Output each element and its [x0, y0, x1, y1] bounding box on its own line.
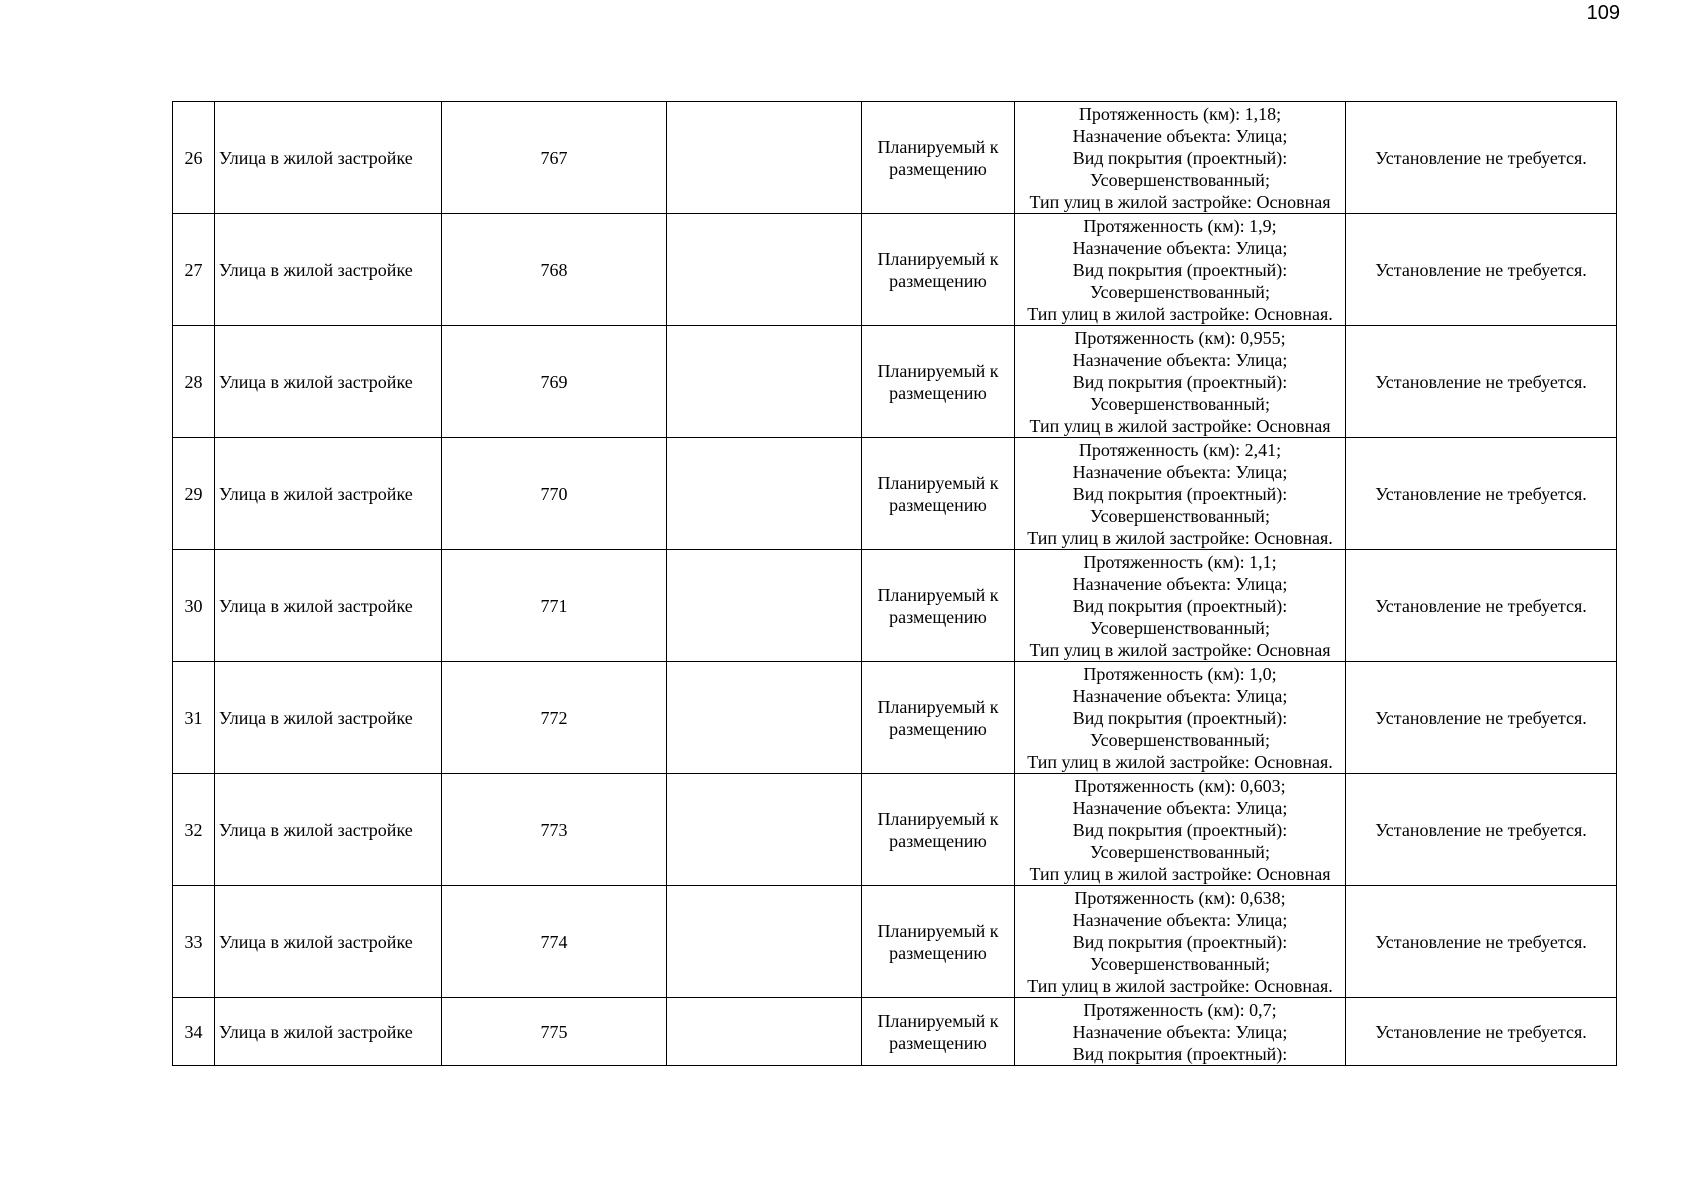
empty-cell	[667, 886, 862, 998]
object-characteristics	[1015, 550, 1346, 662]
object-name: Улица в жилой застройке	[215, 326, 442, 438]
characteristic-line: Назначение объекта: Улица;	[1072, 797, 1288, 818]
characteristic-line: Тип улиц в жилой застройке: Основная.	[1027, 527, 1333, 548]
object-name: Улица в жилой застройке	[215, 886, 442, 998]
characteristic-line: Назначение объекта: Улица;	[1072, 685, 1288, 706]
characteristic-line: Назначение объекта: Улица;	[1072, 1021, 1288, 1042]
characteristic-line: Тип улиц в жилой застройке: Основная	[1029, 863, 1331, 884]
object-name: Улица в жилой застройке	[215, 102, 442, 214]
characteristic-line: Вид покрытия (проектный):	[1072, 259, 1288, 280]
characteristic-line: Протяженность (км): 1,0;	[1083, 663, 1277, 684]
table-row	[173, 326, 1617, 438]
status-line: Планируемый к	[877, 808, 999, 829]
object-name: Улица в жилой застройке	[215, 998, 442, 1066]
row-number: 26	[173, 102, 215, 214]
object-characteristics	[1015, 214, 1346, 326]
object-code: 771	[442, 550, 667, 662]
object-status	[862, 214, 1015, 326]
status-line: Планируемый к	[877, 136, 999, 157]
object-code: 768	[442, 214, 667, 326]
characteristic-line: Тип улиц в жилой застройке: Основная.	[1027, 303, 1333, 324]
object-characteristics	[1015, 662, 1346, 774]
zone-note: Установление не требуется.	[1346, 214, 1617, 326]
object-name: Улица в жилой застройке	[215, 662, 442, 774]
table-row	[173, 886, 1617, 998]
object-characteristics	[1015, 774, 1346, 886]
empty-cell	[667, 998, 862, 1066]
object-status	[862, 550, 1015, 662]
zone-note: Установление не требуется.	[1346, 326, 1617, 438]
characteristic-line: Вид покрытия (проектный):	[1072, 707, 1288, 728]
status-line: размещению	[889, 718, 987, 739]
characteristic-line: Усовершенствованный;	[1090, 281, 1270, 302]
object-status	[862, 774, 1015, 886]
status-line: Планируемый к	[877, 360, 999, 381]
object-code: 770	[442, 438, 667, 550]
characteristic-line: Усовершенствованный;	[1090, 617, 1270, 638]
object-characteristics	[1015, 886, 1346, 998]
status-line: Планируемый к	[877, 584, 999, 605]
zone-note: Установление не требуется.	[1346, 886, 1617, 998]
row-number: 32	[173, 774, 215, 886]
characteristic-line: Протяженность (км): 1,9;	[1083, 215, 1277, 236]
characteristic-line: Усовершенствованный;	[1090, 729, 1270, 750]
characteristic-line: Протяженность (км): 2,41;	[1078, 439, 1282, 460]
table-row	[173, 438, 1617, 550]
zone-note: Установление не требуется.	[1346, 102, 1617, 214]
zone-note: Установление не требуется.	[1346, 438, 1617, 550]
status-line: Планируемый к	[877, 696, 999, 717]
zone-note: Установление не требуется.	[1346, 774, 1617, 886]
empty-cell	[667, 102, 862, 214]
characteristic-line: Назначение объекта: Улица;	[1072, 349, 1288, 370]
status-line: Планируемый к	[877, 248, 999, 269]
table-row	[173, 102, 1617, 214]
characteristic-line: Назначение объекта: Улица;	[1072, 573, 1288, 594]
zone-note: Установление не требуется.	[1346, 998, 1617, 1066]
zone-note: Установление не требуется.	[1346, 550, 1617, 662]
objects-table	[172, 101, 1617, 1066]
object-status	[862, 326, 1015, 438]
characteristic-line: Усовершенствованный;	[1090, 953, 1270, 974]
characteristic-line: Назначение объекта: Улица;	[1072, 237, 1288, 258]
table-row	[173, 998, 1617, 1066]
object-code: 772	[442, 662, 667, 774]
table-body	[173, 102, 1617, 1066]
characteristic-line: Протяженность (км): 1,18;	[1078, 103, 1282, 124]
status-line: Планируемый к	[877, 920, 999, 941]
status-line: размещению	[889, 158, 987, 179]
object-code: 774	[442, 886, 667, 998]
row-number: 33	[173, 886, 215, 998]
characteristic-line: Вид покрытия (проектный):	[1072, 147, 1288, 168]
object-code: 773	[442, 774, 667, 886]
empty-cell	[667, 662, 862, 774]
characteristic-line: Тип улиц в жилой застройке: Основная	[1029, 415, 1331, 436]
empty-cell	[667, 774, 862, 886]
object-characteristics	[1015, 326, 1346, 438]
object-name: Улица в жилой застройке	[215, 774, 442, 886]
object-status	[862, 998, 1015, 1066]
characteristic-line: Вид покрытия (проектный):	[1072, 595, 1288, 616]
characteristic-line: Назначение объекта: Улица;	[1072, 125, 1288, 146]
object-code: 767	[442, 102, 667, 214]
object-name: Улица в жилой застройке	[215, 438, 442, 550]
characteristic-line: Вид покрытия (проектный):	[1072, 819, 1288, 840]
status-line: размещению	[889, 830, 987, 851]
status-line: Планируемый к	[877, 472, 999, 493]
table-row	[173, 662, 1617, 774]
characteristic-line: Вид покрытия (проектный):	[1072, 371, 1288, 392]
characteristic-line: Усовершенствованный;	[1090, 505, 1270, 526]
characteristic-line: Усовершенствованный;	[1090, 841, 1270, 862]
characteristic-line: Протяженность (км): 0,955;	[1074, 327, 1286, 348]
object-name: Улица в жилой застройке	[215, 550, 442, 662]
row-number: 34	[173, 998, 215, 1066]
row-number: 28	[173, 326, 215, 438]
object-status	[862, 102, 1015, 214]
characteristic-line: Вид покрытия (проектный):	[1072, 931, 1288, 952]
characteristic-line: Протяженность (км): 0,7;	[1083, 999, 1277, 1020]
status-line: размещению	[889, 1032, 987, 1053]
characteristic-line: Тип улиц в жилой застройке: Основная	[1029, 639, 1331, 660]
status-line: размещению	[889, 270, 987, 291]
status-line: размещению	[889, 606, 987, 627]
table-row	[173, 214, 1617, 326]
zone-note: Установление не требуется.	[1346, 662, 1617, 774]
characteristic-line: Усовершенствованный;	[1090, 169, 1270, 190]
empty-cell	[667, 214, 862, 326]
object-characteristics	[1015, 102, 1346, 214]
status-line: Планируемый к	[877, 1010, 999, 1031]
characteristic-line: Протяженность (км): 1,1;	[1083, 551, 1277, 572]
characteristic-line: Назначение объекта: Улица;	[1072, 909, 1288, 930]
characteristic-line: Протяженность (км): 0,638;	[1074, 887, 1286, 908]
characteristic-line: Вид покрытия (проектный):	[1072, 483, 1288, 504]
characteristic-line: Вид покрытия (проектный):	[1072, 1043, 1288, 1064]
object-characteristics	[1015, 998, 1346, 1066]
row-number: 29	[173, 438, 215, 550]
characteristic-line: Тип улиц в жилой застройке: Основная	[1029, 191, 1331, 212]
row-number: 30	[173, 550, 215, 662]
table-row	[173, 550, 1617, 662]
object-status	[862, 438, 1015, 550]
object-status	[862, 662, 1015, 774]
object-code: 775	[442, 998, 667, 1066]
characteristic-line: Протяженность (км): 0,603;	[1074, 775, 1286, 796]
status-line: размещению	[889, 382, 987, 403]
characteristic-line: Усовершенствованный;	[1090, 393, 1270, 414]
characteristic-line: Назначение объекта: Улица;	[1072, 461, 1288, 482]
characteristic-line: Тип улиц в жилой застройке: Основная.	[1027, 751, 1333, 772]
row-number: 27	[173, 214, 215, 326]
status-line: размещению	[889, 494, 987, 515]
status-line: размещению	[889, 942, 987, 963]
empty-cell	[667, 550, 862, 662]
table-row	[173, 774, 1617, 886]
object-status	[862, 886, 1015, 998]
characteristic-line: Тип улиц в жилой застройке: Основная.	[1027, 975, 1333, 996]
object-characteristics	[1015, 438, 1346, 550]
empty-cell	[667, 438, 862, 550]
row-number: 31	[173, 662, 215, 774]
empty-cell	[667, 326, 862, 438]
object-name: Улица в жилой застройке	[215, 214, 442, 326]
page-number: 109	[1586, 2, 1620, 24]
object-code: 769	[442, 326, 667, 438]
